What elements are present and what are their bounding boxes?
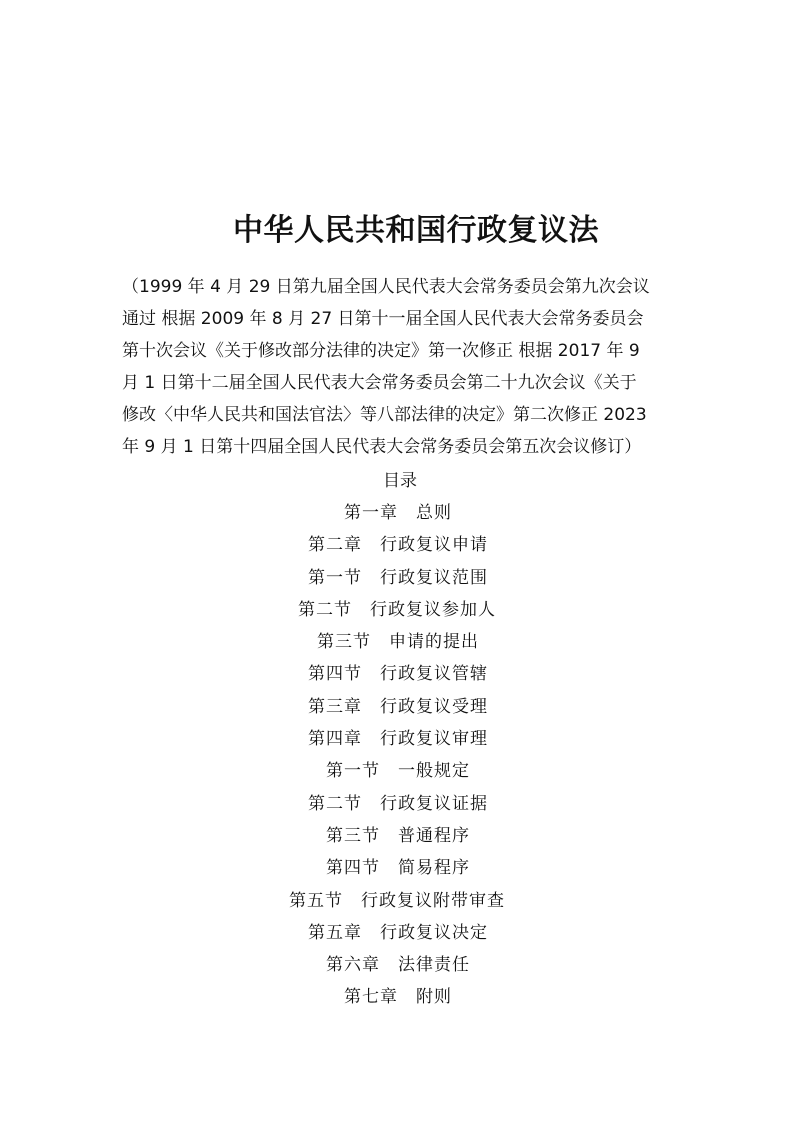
toc-entry-label: 第七章 附则: [344, 987, 452, 1008]
legislative-history-preamble: [122, 271, 688, 463]
page-title: 中华人民共和国行政复议法: [233, 213, 599, 248]
preamble-line: 第十次会议《关于修改部分法律的决定》第一次修正 根据 2017 年 9: [122, 341, 640, 361]
toc-entry-label: 第二节 行政复议参加人: [298, 599, 496, 620]
toc-entry: [0, 723, 800, 755]
toc-entry: [0, 755, 800, 787]
toc-entry: [0, 658, 800, 690]
preamble-line: 通过 根据 2009 年 8 月 27 日第十一届全国人民代表大会常务委员会: [122, 309, 644, 329]
toc-entry: [0, 626, 800, 658]
toc-entry: [0, 885, 800, 917]
table-of-contents-heading: 目录: [383, 471, 417, 491]
toc-entry-label: 第三章 行政复议受理: [308, 696, 488, 717]
toc-entry-label: 第六章 法律责任: [326, 955, 470, 976]
toc-entry-label: 第四节 行政复议管辖: [308, 664, 488, 685]
toc-entry-label: 第三节 普通程序: [326, 825, 470, 846]
toc-entry: [0, 562, 800, 594]
toc-entry: [0, 981, 800, 1013]
toc-entry: [0, 691, 800, 723]
toc-entry-label: 第三节 申请的提出: [317, 632, 479, 653]
toc-entry: [0, 594, 800, 626]
toc-entry-label: 第二节 行政复议证据: [308, 793, 488, 814]
toc-entry: [0, 949, 800, 981]
toc-entry: [0, 788, 800, 820]
toc-entry-label: 第四节 简易程序: [326, 858, 470, 879]
toc-entry-label: 第一节 行政复议范围: [308, 567, 488, 588]
preamble-line: 月 1 日第十二届全国人民代表大会常务委员会第二十九次会议《关于: [122, 373, 637, 393]
toc-entry-label: 第二章 行政复议申请: [308, 535, 488, 556]
toc-entry: [0, 917, 800, 949]
toc-entry-label: 第四章 行政复议审理: [308, 729, 488, 750]
toc-entry: [0, 820, 800, 852]
preamble-line: （1999 年 4 月 29 日第九届全国人民代表大会常务委员会第九次会议: [122, 277, 650, 297]
preamble-line: 修改〈中华人民共和国法官法〉等八部法律的决定》第二次修正 2023: [122, 405, 647, 425]
toc-entry: [0, 852, 800, 884]
toc-entry-label: 第五章 行政复议决定: [308, 922, 488, 943]
toc-entry: [0, 497, 800, 529]
preamble-line: 年 9 月 1 日第十四届全国人民代表大会常务委员会第五次会议修订）: [122, 437, 642, 457]
toc-entry-label: 第五节 行政复议附带审查: [289, 890, 505, 911]
table-of-contents: [0, 497, 800, 1014]
toc-entry-label: 第一章 总则: [344, 503, 452, 523]
toc-entry-label: 第一节 一般规定: [326, 761, 470, 782]
toc-entry: [0, 529, 800, 561]
